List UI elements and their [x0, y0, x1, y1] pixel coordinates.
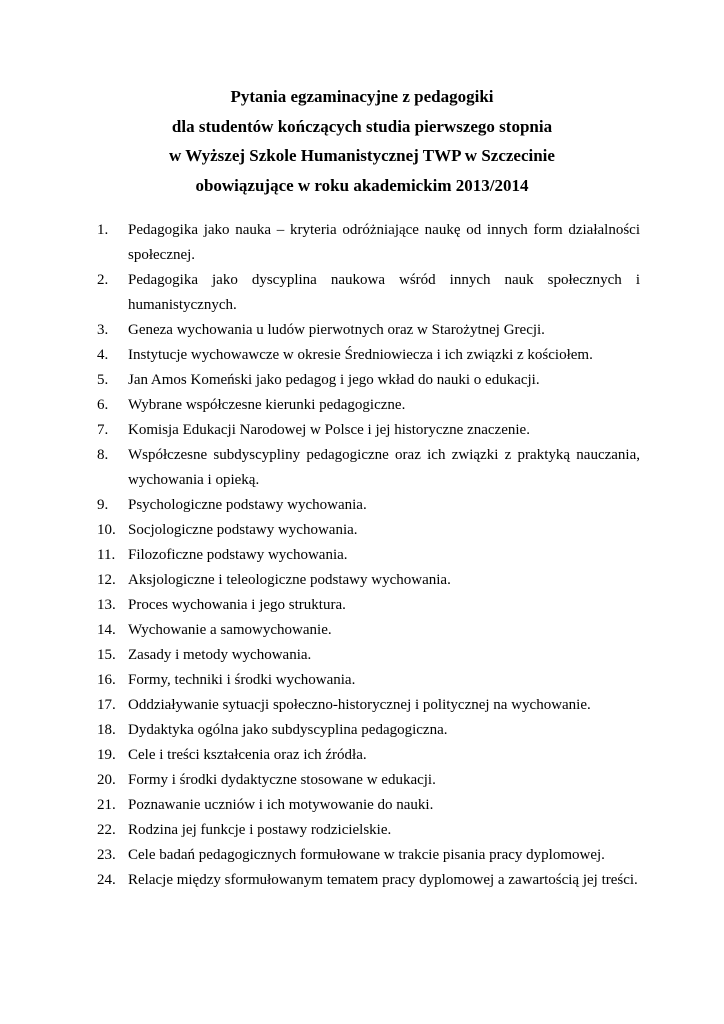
question-item	[97, 593, 640, 618]
question-text: Geneza wychowania u ludów pierwotnych oraz w Starożytnej Grecji.	[128, 322, 545, 338]
document-title	[0, 82, 724, 200]
question-item	[97, 418, 640, 443]
question-text: Cele badań pedagogicznych formułowane w trakcie pisania pracy dyplomowej.	[128, 847, 605, 863]
question-number: 3.	[97, 322, 109, 338]
title-line: obowiązujące w roku akademickim 2013/2014	[195, 175, 529, 195]
question-item	[97, 693, 640, 718]
title-line: Pytania egzaminacyjne z pedagogiki	[230, 87, 494, 106]
question-item	[97, 493, 640, 518]
question-text: Wybrane współczesne kierunki pedagogiczne.	[128, 397, 406, 413]
question-item	[97, 668, 640, 693]
question-item	[97, 443, 640, 493]
question-list	[97, 218, 640, 893]
question-number: 10.	[97, 522, 116, 538]
question-number: 8.	[97, 447, 109, 463]
question-text: Aksjologiczne i teleologiczne podstawy wychowania.	[128, 572, 451, 588]
question-item	[97, 793, 640, 818]
question-text: Socjologiczne podstawy wychowania.	[128, 522, 358, 538]
question-number: 12.	[97, 572, 116, 588]
question-number: 21.	[97, 797, 116, 813]
question-item	[97, 393, 640, 418]
question-number: 11.	[97, 547, 116, 563]
question-item	[97, 868, 640, 893]
question-item	[97, 643, 640, 668]
question-text: Oddziaływanie sytuacji społeczno-historycznej i politycznej na wychowanie.	[128, 697, 591, 713]
question-text: Jan Amos Komeński jako pedagog i jego wkład do nauki o edukacji.	[128, 372, 540, 388]
question-number: 7.	[97, 422, 109, 438]
question-number: 15.	[97, 647, 116, 663]
question-item	[97, 368, 640, 393]
question-number: 24.	[97, 872, 116, 888]
title-line: dla studentów kończących studia pierwszego stopnia	[171, 116, 553, 136]
question-number: 18.	[97, 722, 116, 738]
question-number: 6.	[97, 397, 109, 413]
question-number: 2.	[97, 272, 109, 288]
question-number: 20.	[97, 772, 116, 788]
question-text: Pedagogika jako dyscyplina naukowa wśród innych nauk społecznych i humanistycznych.	[128, 272, 640, 313]
question-number: 23.	[97, 847, 116, 863]
question-number: 9.	[97, 497, 109, 513]
title-line: w Wyższej Szkole Humanistycznej TWP w Szczecinie	[169, 146, 555, 165]
question-item	[97, 818, 640, 843]
question-number: 5.	[97, 372, 109, 388]
question-number: 17.	[97, 697, 116, 713]
question-text: Proces wychowania i jego struktura.	[128, 597, 346, 613]
question-item	[97, 768, 640, 793]
question-number: 4.	[97, 347, 109, 363]
question-number: 22.	[97, 822, 116, 838]
question-text: Poznawanie uczniów i ich motywowanie do nauki.	[128, 797, 434, 813]
question-text: Filozoficzne podstawy wychowania.	[128, 547, 348, 563]
question-text: Pedagogika jako nauka – kryteria odróżniające naukę od innych form działalności społecznej.	[128, 222, 640, 263]
question-item	[97, 543, 640, 568]
question-number: 16.	[97, 672, 116, 688]
question-item	[97, 843, 640, 868]
question-item	[97, 268, 640, 318]
question-item	[97, 218, 640, 268]
question-text: Dydaktyka ogólna jako subdyscyplina pedagogiczna.	[128, 722, 448, 738]
question-item	[97, 743, 640, 768]
question-item	[97, 343, 640, 368]
question-text: Współczesne subdyscypliny pedagogiczne oraz ich związki z praktyką nauczania, wychowania i opieką.	[128, 447, 640, 488]
question-text: Zasady i metody wychowania.	[128, 647, 312, 663]
question-number: 1.	[97, 222, 109, 238]
question-number: 14.	[97, 622, 116, 638]
question-text: Formy i środki dydaktyczne stosowane w edukacji.	[128, 772, 436, 788]
question-text: Wychowanie a samowychowanie.	[128, 622, 332, 638]
question-item	[97, 718, 640, 743]
question-number: 19.	[97, 747, 116, 763]
question-text: Rodzina jej funkcje i postawy rodzicielskie.	[128, 822, 392, 838]
question-text: Relacje między sformułowanym tematem pracy dyplomowej a zawartością jej treści.	[128, 872, 638, 888]
question-item	[97, 318, 640, 343]
question-item	[97, 568, 640, 593]
question-text: Psychologiczne podstawy wychowania.	[128, 497, 367, 513]
question-text: Komisja Edukacji Narodowej w Polsce i jej historyczne znaczenie.	[128, 422, 530, 438]
question-text: Cele i treści kształcenia oraz ich źródła.	[128, 747, 367, 763]
question-item	[97, 518, 640, 543]
question-item	[97, 618, 640, 643]
question-text: Formy, techniki i środki wychowania.	[128, 672, 356, 688]
question-text: Instytucje wychowawcze w okresie Średniowiecza i ich związki z kościołem.	[128, 347, 593, 363]
question-number: 13.	[97, 597, 116, 613]
